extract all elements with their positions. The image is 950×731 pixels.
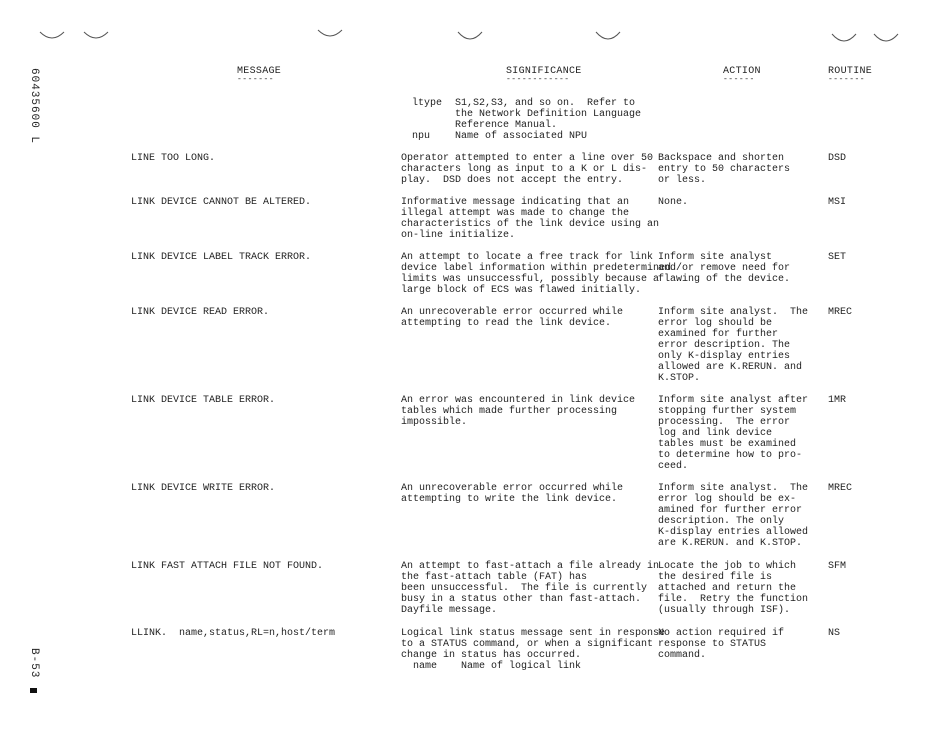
entry-action: No action required if response to STATUS command. (658, 628, 785, 661)
entry-message: LINE TOO LONG. (131, 153, 216, 164)
entry-action: Inform site analyst. The error log should be ex- amined for further error description. The only K-display entries allowed are K.RERUN. and K.STOP. (658, 483, 809, 549)
page-edge-mark (30, 688, 37, 693)
page-number: B-53 (28, 648, 40, 679)
entry-action: None. (658, 197, 689, 208)
entry-routine: 1MR (828, 395, 847, 406)
entry-routine: SET (828, 252, 847, 263)
continuation-term: npu (412, 131, 431, 142)
entry-message: LLINK. name,status,RL=n,host/term (131, 628, 336, 639)
entry-action: Backspace and shorten entry to 50 characters or less. (658, 153, 791, 186)
entry-significance: An attempt to fast-attach a file already in the fast-attach table (FAT) has been unsuccessful. The file is currently busy in a status other than fast-attach. Dayfile message. (401, 561, 660, 616)
entry-routine: MREC (828, 307, 853, 318)
continuation-desc: Name of associated NPU (455, 131, 588, 142)
entry-message: LINK DEVICE CANNOT BE ALTERED. (131, 197, 312, 208)
entry-routine: DSD (828, 153, 847, 164)
entry-significance: An unrecoverable error occurred while attempting to write the link device. (401, 483, 624, 505)
entry-message: LINK DEVICE LABEL TRACK ERROR. (131, 252, 312, 263)
entry-action: Inform site analyst and/or remove need for flawing of the device. (658, 252, 791, 285)
entry-significance: Logical link status message sent in response to a STATUS command, or when a significant change in status has occurred. name Name of logical link (401, 628, 666, 672)
header-action-rule: ------ (723, 75, 755, 84)
entry-message: LINK DEVICE READ ERROR. (131, 307, 270, 318)
header-message: MESSAGE (237, 66, 282, 77)
continuation-desc: S1,S2,S3, and so on. Refer to the Network Definition Language Reference Manual. (455, 98, 642, 131)
entry-routine: MSI (828, 197, 847, 208)
entry-routine: MREC (828, 483, 853, 494)
entry-message: LINK FAST ATTACH FILE NOT FOUND. (131, 561, 324, 572)
entry-routine: SFM (828, 561, 847, 572)
continuation-term: ltype (412, 98, 443, 109)
entry-action: Inform site analyst after stopping further system processing. The error log and link device tables must be examined to determine how to pro- ceed. (658, 395, 809, 472)
header-significance-rule: ------------ (506, 75, 570, 84)
header-routine-rule: ------- (828, 75, 866, 84)
entry-significance: An error was encountered in link device tables which made further processing impossible. (401, 395, 636, 428)
entry-action: Locate the job to which the desired file is attached and return the file. Retry the function (usually through ISF). (658, 561, 809, 616)
document-number: 60435600 L (28, 68, 40, 145)
entry-significance: An unrecoverable error occurred while attempting to read the link device. (401, 307, 624, 329)
entry-routine: NS (828, 628, 841, 639)
entry-action: Inform site analyst. The error log should be examined for further error description. The only K-display entries allowed are K.RERUN. and K.STOP. (658, 307, 809, 384)
entry-message: LINK DEVICE WRITE ERROR. (131, 483, 276, 494)
header-message-rule: ------- (237, 75, 275, 84)
header-action: ACTION (723, 66, 761, 77)
header-significance: SIGNIFICANCE (506, 66, 582, 77)
entry-significance: Operator attempted to enter a line over 50 characters long as input to a K or L dis- play. DSD does not accept the entry. (401, 153, 654, 186)
entry-significance: An attempt to locate a free track for link device label information within predetermined limits was unsuccessful, possibly because a large block of ECS was flawed initially. (401, 252, 672, 296)
entry-message: LINK DEVICE TABLE ERROR. (131, 395, 276, 406)
punch-hole-marks (0, 0, 950, 60)
entry-significance: Informative message indicating that an illegal attempt was made to change the characteristics of the link device using an on-line initialize. (401, 197, 660, 241)
header-routine: ROUTINE (828, 66, 873, 77)
